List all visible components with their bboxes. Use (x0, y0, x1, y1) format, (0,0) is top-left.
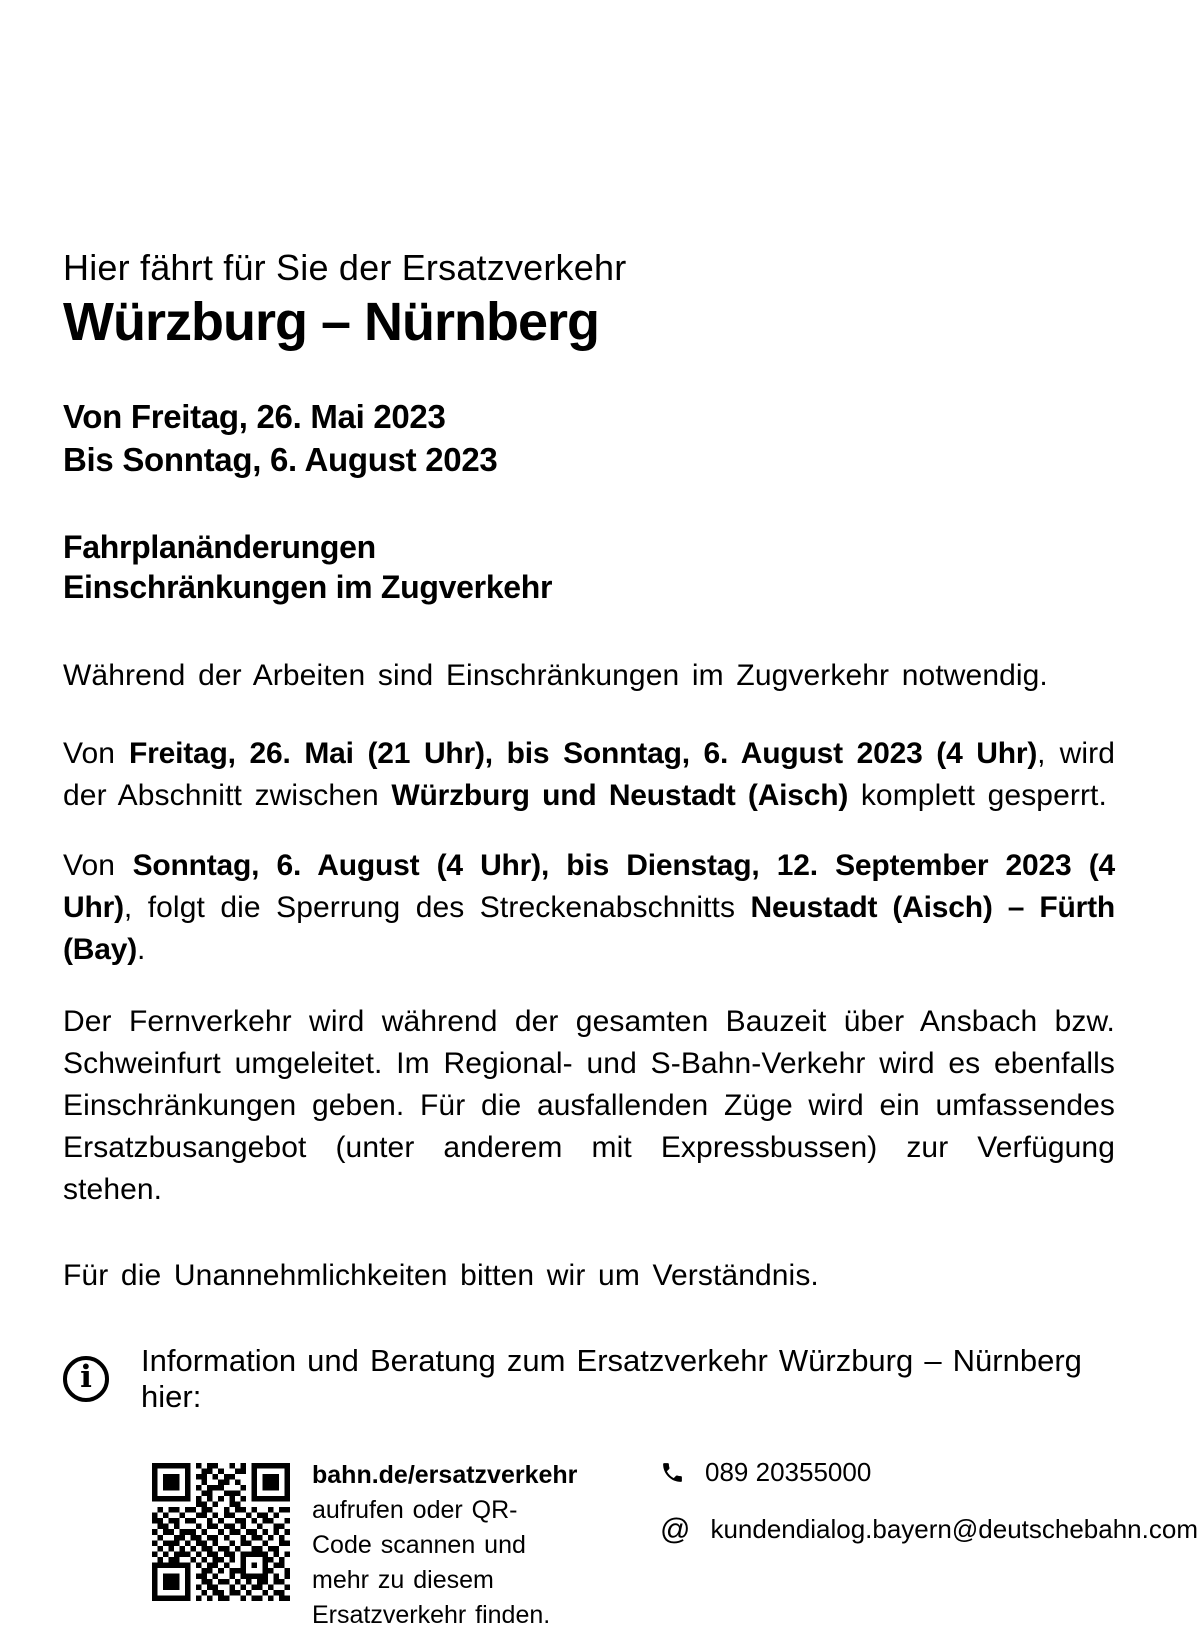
paragraph-apology: Für die Unannehmlichkeiten bitten wir um Verständnis. (63, 1258, 819, 1292)
phone-icon (660, 1460, 685, 1485)
qr-instructions-text: aufrufen oder QR-Code scannen und mehr zu diesem Ersatzverkehr finden. (312, 1495, 551, 1629)
paragraph-intro: Während der Arbeiten sind Einschränkungen im Zugverkehr notwendig. (63, 658, 1048, 692)
subheading (63, 527, 1115, 607)
subheading-line-1: Fahrplanänderungen (63, 528, 376, 565)
eyebrow-heading: Hier fährt für Sie der Ersatzverkehr (63, 247, 627, 288)
info-banner-text: Information und Beratung zum Ersatzverkehr Würzburg – Nürnberg hier: (141, 1342, 1082, 1414)
info-banner (63, 1343, 1115, 1415)
qr-instructions (312, 1458, 578, 1633)
date-range (63, 395, 1115, 481)
paragraph-closure-phase-1: Von Freitag, 26. Mai (21 Uhr), bis Sonntag, 6. August 2023 (4 Uhr), wird der Abschnitt zwischen Würzburg und Neustadt (Aisch) komplett gesperrt. (63, 736, 1115, 812)
contact-section (63, 1456, 1198, 1633)
email-address[interactable]: kundendialog.bayern@deutschebahn.com (710, 1513, 1198, 1544)
date-from: Von Freitag, 26. Mai 2023 (63, 397, 446, 435)
phone-number[interactable]: 089 20355000 (705, 1456, 872, 1487)
email-row (660, 1514, 1198, 1545)
qr-code (152, 1463, 290, 1601)
date-to: Bis Sonntag, 6. August 2023 (63, 440, 498, 478)
paragraph-closure-phase-2: Von Sonntag, 6. August (4 Uhr), bis Dienstag, 12. September 2023 (4 Uhr), folgt die Sperrung des Streckenabschnitts Neustadt (Aisch) – Fürth (Bay). (63, 848, 1115, 966)
info-icon: i (63, 1356, 109, 1402)
paragraph-detour-info: Der Fernverkehr wird während der gesamten Bauzeit über Ansbach bzw. Schweinfurt umgeleitet. Im Regional- und S-Bahn-Verkehr wird es ebenfalls Einschränkungen geben. Für die ausfallenden Züge wird ein umfassendes Ersatzbusangebot (unter anderem mit Expressbussen) zur Verfügung stehen. (63, 1004, 1115, 1206)
subheading-line-2: Einschränkungen im Zugverkehr (63, 568, 553, 605)
page-title: Würzburg – Nürnberg (63, 292, 599, 353)
contact-methods (660, 1457, 1198, 1545)
ersatzverkehr-link[interactable]: bahn.de/ersatzverkehr (312, 1460, 578, 1489)
at-icon: @ (660, 1513, 691, 1547)
phone-row (660, 1457, 1198, 1488)
